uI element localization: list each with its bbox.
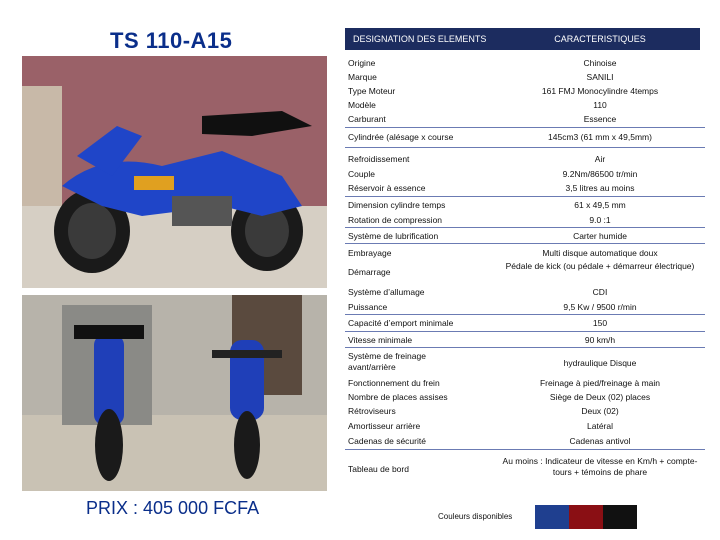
header-designation: DESIGNATION DES ELEMENTS <box>345 28 503 50</box>
row-label: Capacité d’emport minimale <box>348 318 454 328</box>
model-title: TS 110-A15 <box>110 28 233 53</box>
motorcycle-front-back-photo <box>22 295 327 491</box>
row-value: CDI <box>592 287 608 297</box>
row-value: 110 <box>593 100 607 110</box>
row-label: Vitesse minimale <box>348 335 413 345</box>
row-label: Système de freinage avant/arrière <box>348 351 426 372</box>
row-value: 161 FMJ Monocylindre 4temps <box>541 86 659 96</box>
row-label: Marque <box>348 72 377 82</box>
header-characteristics: CARACTERISTIQUES <box>500 28 700 50</box>
row-label: Système de lubrification <box>348 231 439 241</box>
row-value: Cadenas antivol <box>569 436 631 446</box>
row-label: Origine <box>348 58 376 68</box>
row-value: Multi disque automatique doux <box>542 248 658 258</box>
motorcycle-side-photo <box>22 56 327 288</box>
row-value: Air <box>594 154 606 164</box>
row-value: Pédale de kick (ou pédale + démarreur électrique) <box>505 261 695 271</box>
row-value: 9,5 Kw / 9500 r/min <box>563 302 637 312</box>
row-divider <box>345 147 705 148</box>
row-label: Tableau de bord <box>348 464 409 474</box>
row-value: 150 <box>592 318 608 328</box>
row-value: Chinoise <box>583 58 617 68</box>
row-value: SANILI <box>586 72 614 82</box>
row-divider <box>345 331 705 332</box>
row-label: Refroidissement <box>348 154 410 164</box>
color-swatch-black <box>603 505 637 529</box>
row-label: Rétroviseurs <box>348 406 396 416</box>
row-value: hydraulique Disque <box>563 358 637 368</box>
motorcycle-side-illustration <box>22 56 327 288</box>
row-divider <box>345 314 705 315</box>
row-value: 3,5 litres au moins <box>565 183 635 193</box>
row-label: Fonctionnement du frein <box>348 378 440 388</box>
row-label: Modèle <box>348 100 376 110</box>
available-colors-label: Couleurs disponibles <box>438 512 513 521</box>
row-value: 90 km/h <box>584 335 616 345</box>
row-label: Dimension cylindre temps <box>348 200 446 210</box>
row-value: Carter humide <box>573 231 627 241</box>
row-label: Cylindrée (alésage x course <box>348 132 454 142</box>
color-swatch-red <box>569 505 603 529</box>
row-value: Essence <box>583 114 617 124</box>
row-value: Deux (02) <box>581 406 619 416</box>
row-divider <box>345 347 705 348</box>
row-label: Système d’allumage <box>348 287 425 297</box>
row-label: Puissance <box>348 302 388 312</box>
row-divider <box>345 243 705 244</box>
row-label: Réservoir à essence <box>348 183 426 193</box>
row-value: 9.0 :1 <box>589 215 611 225</box>
row-label: Carburant <box>348 114 386 124</box>
row-value: Latéral <box>587 421 613 431</box>
motorcycle-front-back-illustration <box>22 295 327 491</box>
row-value: Au moins : Indicateur de vitesse en Km/h + compte-tours + témoins de phare <box>502 456 698 477</box>
row-divider <box>345 196 705 197</box>
color-swatch-blue <box>535 505 569 529</box>
row-value: 9.2Nm/86500 tr/min <box>562 169 638 179</box>
row-label: Démarrage <box>348 267 391 277</box>
price-label: PRIX : 405 000 FCFA <box>86 498 260 518</box>
row-label: Nombre de places assises <box>348 392 448 402</box>
row-value: Siège de Deux (02) places <box>549 392 651 402</box>
row-divider <box>345 449 705 450</box>
row-value: Freinage à pied/freinage à main <box>539 378 661 388</box>
row-label: Embrayage <box>348 248 392 258</box>
row-label: Cadenas de sécurité <box>348 436 426 446</box>
row-value: 145cm3 (61 mm x 49,5mm) <box>548 132 652 142</box>
row-label: Rotation de compression <box>348 215 443 225</box>
row-label: Amortisseur arrière <box>348 421 421 431</box>
row-label: Couple <box>348 169 375 179</box>
row-divider <box>345 127 705 128</box>
row-value: 61 x 49,5 mm <box>574 200 626 210</box>
row-divider <box>345 227 705 228</box>
row-label: Type Moteur <box>348 86 396 96</box>
